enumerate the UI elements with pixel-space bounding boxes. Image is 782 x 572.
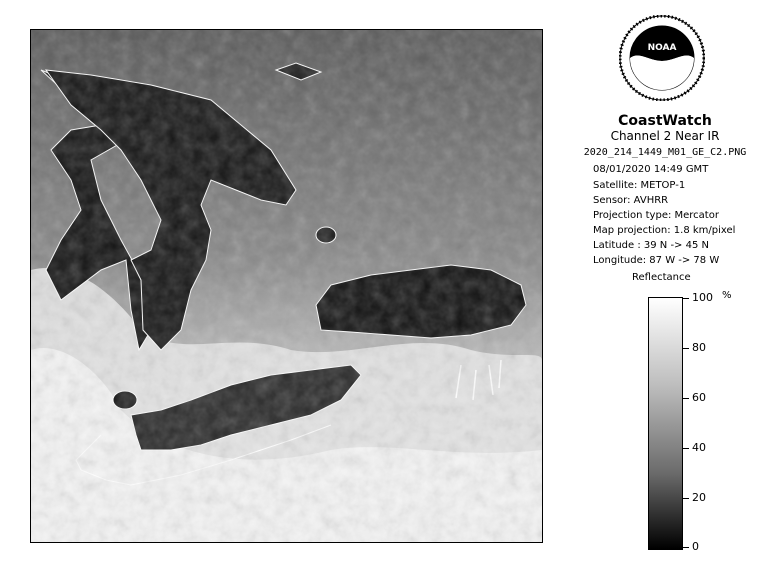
colorbar-tick: [682, 348, 689, 349]
reflectance-colorbar: [648, 297, 683, 550]
colorbar-tick: [682, 398, 689, 399]
colorbar-tick: [682, 498, 689, 499]
satellite-map: [30, 29, 543, 543]
colorbar-tick-label: 40: [692, 441, 706, 454]
sensor-label: Sensor: AVHRR: [593, 195, 669, 206]
logo-text: NOAA: [647, 43, 677, 53]
colorbar-tick-label: 60: [692, 391, 706, 404]
satellite-label: Satellite: METOP-1: [593, 180, 686, 191]
colorbar-tick-label: 20: [692, 491, 706, 504]
colorbar-tick-label: 100: [692, 291, 713, 304]
colorbar-tick-label: 0: [692, 540, 699, 553]
channel-label: Channel 2 Near IR: [610, 129, 720, 143]
projection-type-label: Projection type: Mercator: [593, 210, 719, 221]
datetime-label: 08/01/2020 14:49 GMT: [593, 164, 709, 175]
filename-label: 2020_214_1449_M01_GE_C2.PNG: [583, 147, 747, 158]
latitude-label: Latitude : 39 N -> 45 N: [593, 240, 709, 251]
longitude-label: Longitude: 87 W -> 78 W: [593, 255, 720, 266]
image-texture: [31, 30, 542, 542]
colorbar-tick: [682, 448, 689, 449]
colorbar-tick: [682, 547, 689, 548]
map-projection-label: Map projection: 1.8 km/pixel: [593, 225, 736, 236]
map-canvas: [31, 30, 542, 542]
noaa-logo: [619, 15, 705, 101]
app-title: CoastWatch: [618, 113, 712, 129]
colorbar-title: Reflectance: [632, 272, 691, 283]
colorbar-tick-label: 80: [692, 341, 706, 354]
colorbar-tick: [682, 298, 689, 299]
colorbar-unit: %: [722, 290, 732, 301]
